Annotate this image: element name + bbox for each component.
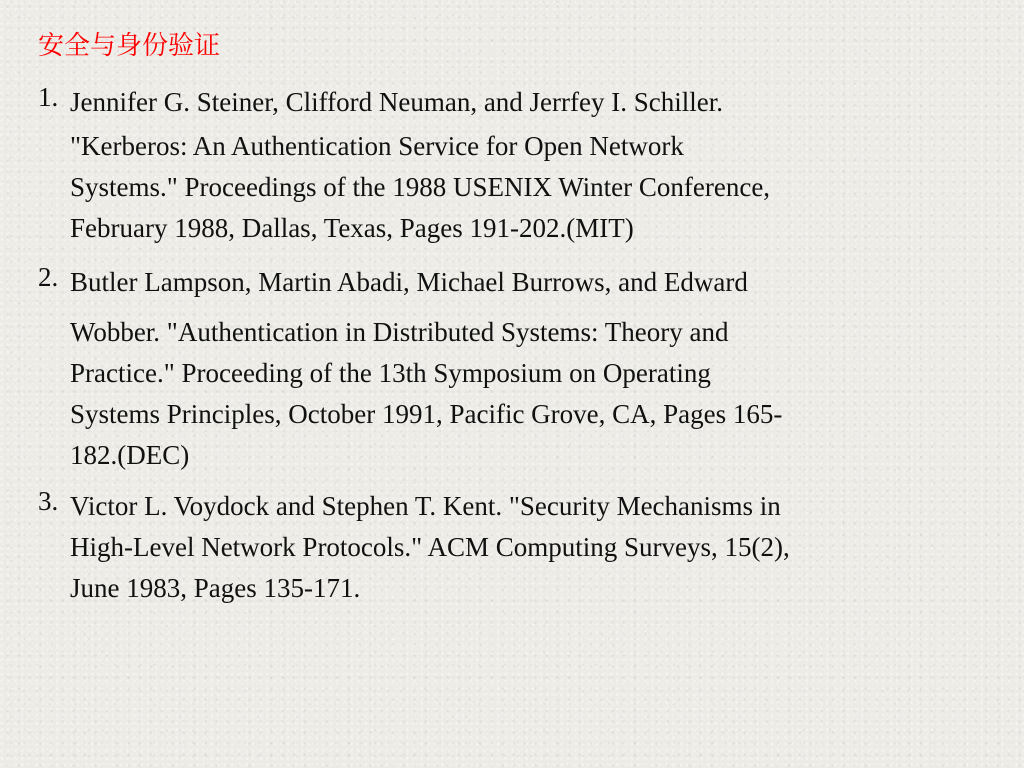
reference-2 [38, 262, 988, 476]
reference-number: 2. [38, 262, 59, 292]
reference-line: Victor L. Voydock and Stephen T. Kent. "Security Mechanisms in [70, 491, 781, 521]
reference-line: Butler Lampson, Martin Abadi, Michael Burrows, and Edward [70, 267, 748, 297]
reference-line: Systems." Proceedings of the 1988 USENIX Winter Conference, [70, 172, 771, 202]
reference-line: June 1983, Pages 135-171. [70, 573, 361, 603]
reference-line: Wobber. "Authentication in Distributed Systems: Theory and [70, 317, 729, 347]
reference-line: High-Level Network Protocols." ACM Computing Surveys, 15(2), [70, 532, 790, 562]
reference-line: February 1988, Dallas, Texas, Pages 191-202.(MIT) [70, 213, 634, 243]
reference-line: "Kerberos: An Authentication Service for Open Network [70, 131, 684, 161]
reference-3 [38, 486, 988, 609]
reference-line: Jennifer G. Steiner, Clifford Neuman, and Jerrfey I. Schiller. [70, 87, 723, 117]
reference-line: Systems Principles, October 1991, Pacific Grove, CA, Pages 165- [70, 399, 783, 429]
reference-line: Practice." Proceeding of the 13th Symposium on Operating [70, 358, 711, 388]
reference-line: 182.(DEC) [70, 440, 190, 470]
reference-1 [38, 82, 988, 249]
reference-number: 3. [38, 486, 59, 516]
slide-title: 安全与身份验证 [38, 31, 221, 61]
reference-number: 1. [38, 82, 59, 112]
